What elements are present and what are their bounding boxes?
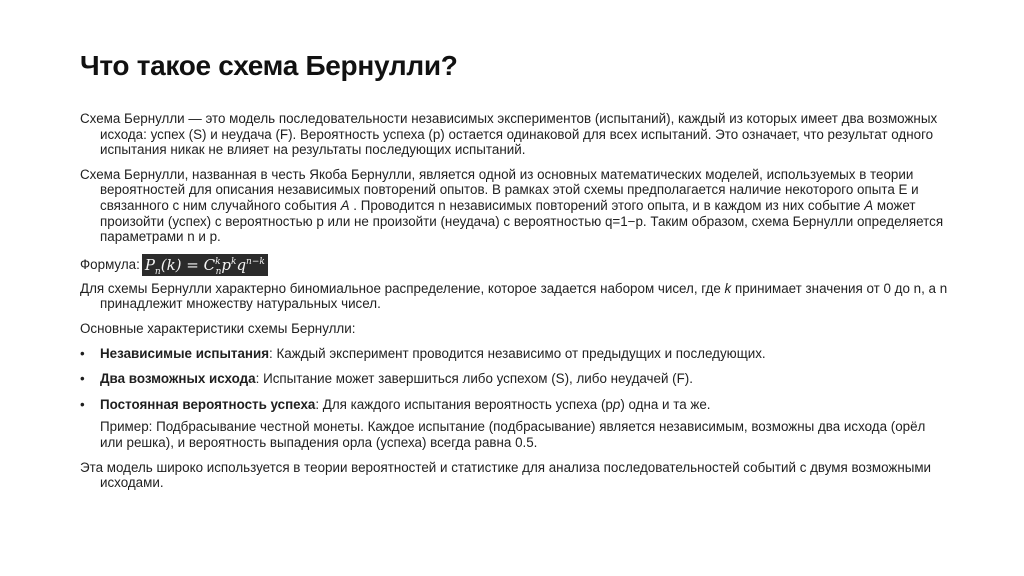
formula-row [80,254,950,276]
binomial-text-a: Для схемы Бернулли характерно биномиальное распределение, которое задается набором чисел, где [80,280,725,296]
history-text-a: Схема Бернулли, названная в честь Якоба Бернулли, является одной из основных математических моделей, используемых в теории вероятностей для описания независимых повторений опытов. В рамках этой схемы предполагается наличие некоторого опыта E и связанного с ним случайного события [80,166,919,213]
list-item-title: Постоянная вероятность успеха [100,396,316,412]
formula-q-sup: n−k [246,256,265,267]
formula-q: q [236,255,247,274]
formula-p-sup: k [230,256,237,267]
event-symbol-2: A [864,197,874,213]
formula-n-sub2: n [215,266,222,277]
binomial-paragraph [80,281,950,312]
formula-k-sup: k [215,256,221,267]
list-item-text: : Каждый эксперимент проводится независимо от предыдущих и последующих. [269,345,766,361]
binomial-text-b: принимает значения от 0 до n, а n принадлежит множеству натуральных чисел. [100,280,948,312]
history-text-c: может произойти (успех) с вероятностью p или не произойти (неудача) с вероятностью q=1−p. Таким образом, схема Бернулли определяется параметрами n и p. [100,197,944,245]
list-item-symbol: p [612,396,621,412]
example-paragraph: Пример: Подбрасывание честной монеты. Каждое испытание (подбрасывание) является независимым, возможны два исхода (орёл или решка), и вероятность выпадения орла (успеха) всегда равна 0.5. [100,419,926,450]
history-paragraph [80,167,950,245]
formula-P: P [144,255,155,274]
list-item-text: : Для каждого испытания вероятность успеха (p [315,396,613,412]
bullet-icon: • [80,345,85,361]
list-item-title: Независимые испытания [100,345,270,361]
bernoulli-formula [142,254,268,276]
list-item [80,371,950,387]
event-symbol: A [340,197,350,213]
formula-label: Формула: [80,256,140,272]
characteristics-list [80,346,950,413]
formula-n-sub: n [154,266,161,277]
bullet-icon: • [80,396,85,412]
slide-title: Что такое схема Бернулли? [80,50,458,81]
list-item [80,397,950,413]
list-item-text-end: ) одна и та же. [620,396,711,412]
history-text-b: . Проводится n независимых повторений этого опыта, и в каждом из них событие [349,197,865,213]
k-symbol: k [724,280,732,296]
formula-p: p [221,255,231,274]
definition-paragraph: Схема Бернулли — это модель последовательности независимых экспериментов (испытаний), каждый из которых имеет два возможных исхода: успех (S) и неудача (F). Вероятность успеха (p) остается одинаковой для всех испытаний. Это означает, что результат одного испытания никак не влияет на результаты последующих испытаний. [80,111,938,158]
list-item-text: : Испытание может завершиться либо успехом (S), либо неудачей (F). [255,371,693,387]
slide-content [80,111,950,500]
conclusion-paragraph: Эта модель широко используется в теории вероятностей и статистике для анализа последовательностей событий с двумя возможными исходами. [80,459,932,491]
list-item [80,346,950,362]
characteristics-heading: Основные характеристики схемы Бернулли: [80,320,356,336]
list-item-title: Два возможных исхода [100,371,256,387]
formula-arg: (k) = C [160,255,216,274]
bullet-icon: • [80,371,85,387]
